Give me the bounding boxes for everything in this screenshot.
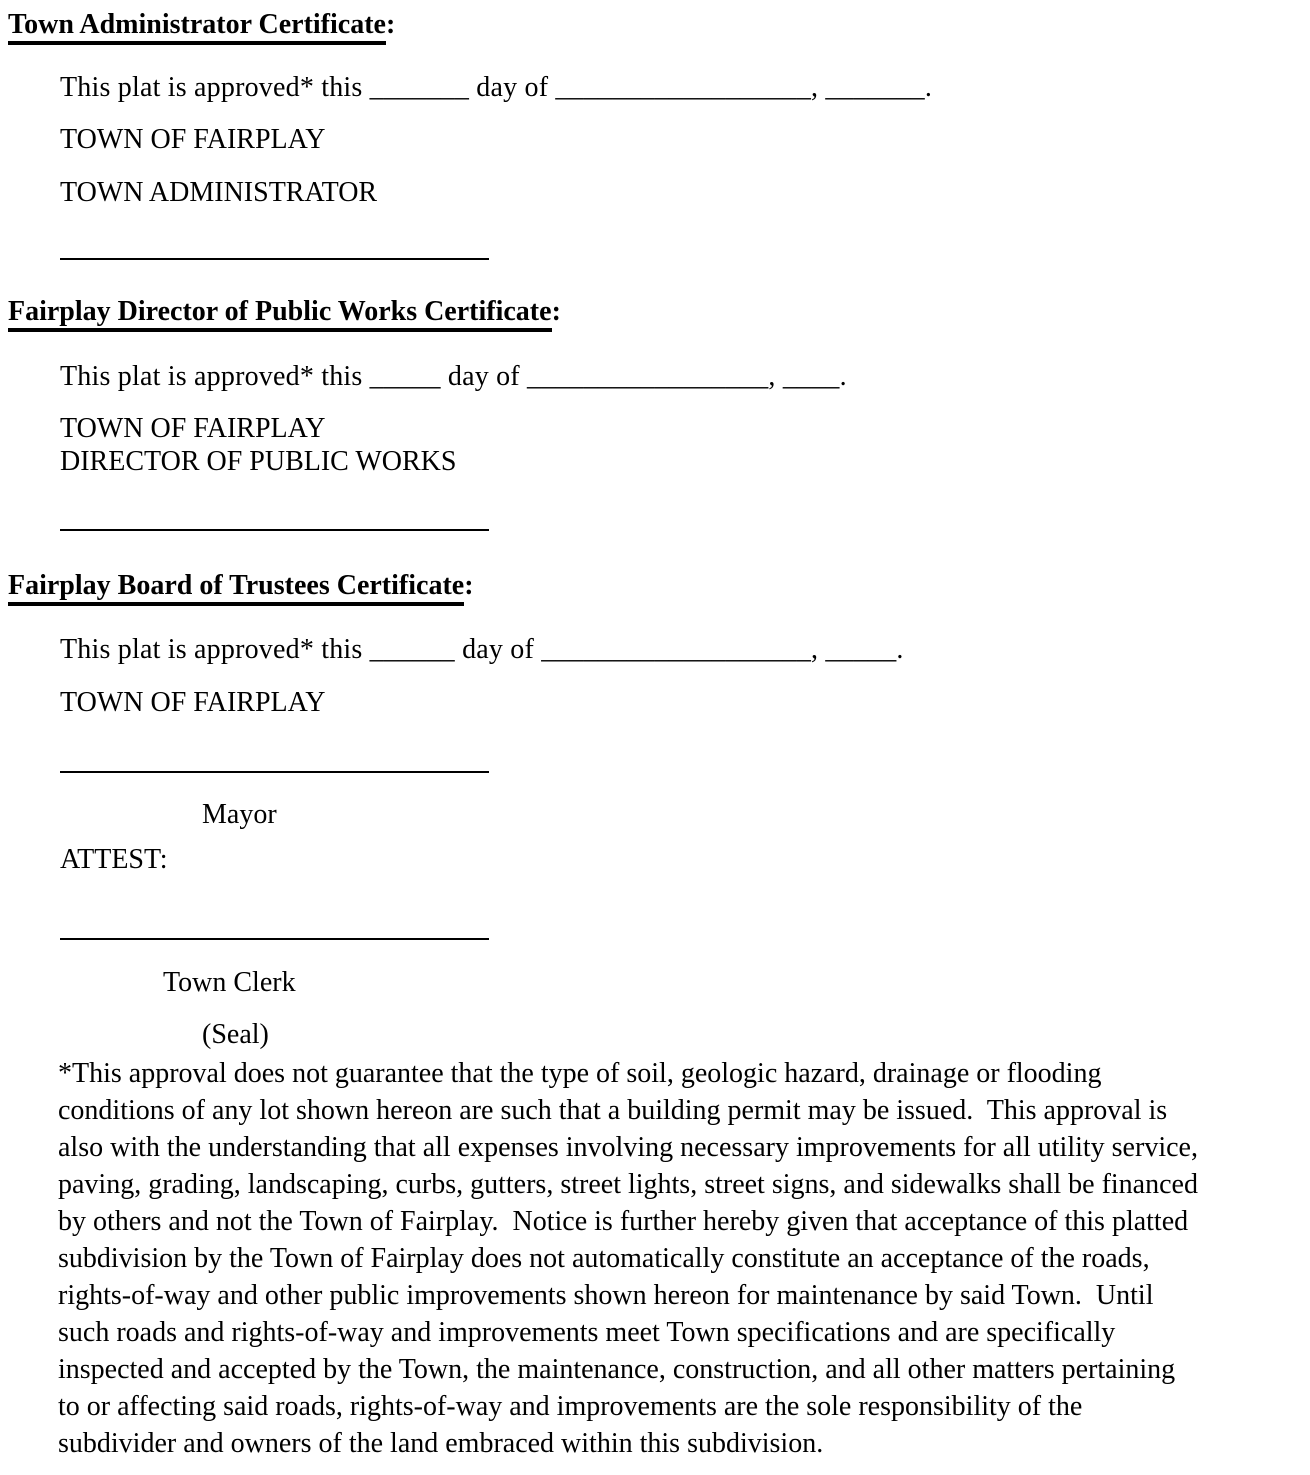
- footnote-line: paving, grading, landscaping, curbs, gutters, street lights, street signs, and sidewalks shall be financed: [58, 1169, 1198, 1200]
- section-heading-text: Fairplay Board of Trustees Certificate: [8, 570, 464, 606]
- signature-line-town-clerk: [60, 938, 489, 940]
- footnote-line: conditions of any lot shown hereon are such that a building permit may be issued. This approval is: [58, 1095, 1168, 1126]
- attest-label: ATTEST:: [60, 844, 168, 875]
- org-name-line: TOWN OF FAIRPLAY: [60, 124, 326, 155]
- signature-line-mayor: [60, 771, 489, 773]
- signature-line: [60, 529, 489, 531]
- section-heading-town-administrator: [8, 8, 1310, 41]
- footnote-line: rights-of-way and other public improvements shown hereon for maintenance by said Town. Until: [58, 1280, 1154, 1311]
- signature-line: [60, 258, 489, 260]
- heading-colon: :: [385, 9, 396, 40]
- section-heading-public-works: [8, 295, 1310, 328]
- approval-line: This plat is approved* this _____ day of _________________, ____.: [60, 361, 847, 392]
- footnote-paragraph: [58, 1055, 1310, 1462]
- heading-colon: :: [464, 570, 474, 601]
- section-heading-text: Town Administrator Certificate: [8, 9, 386, 45]
- section-heading-text: Fairplay Director of Public Works Certificate: [8, 296, 552, 332]
- footnote-line: subdivision by the Town of Fairplay does not automatically constitute an acceptance of the roads,: [58, 1243, 1150, 1274]
- footnote-line: subdivider and owners of the land embraced within this subdivision.: [58, 1428, 824, 1459]
- org-name-line: TOWN OF FAIRPLAY: [60, 413, 326, 444]
- footnote-line: *This approval does not guarantee that the type of soil, geologic hazard, drainage or flooding: [58, 1058, 1102, 1089]
- footnote-line: also with the understanding that all expenses involving necessary improvements for all utility service,: [58, 1132, 1198, 1163]
- footnote-line: to or affecting said roads, rights-of-way and improvements are the sole responsibility of the: [58, 1391, 1083, 1422]
- footnote-line: such roads and rights-of-way and improvements meet Town specifications and are specifically: [58, 1317, 1116, 1348]
- org-title-line: TOWN ADMINISTRATOR: [60, 177, 378, 208]
- mayor-label: Mayor: [202, 799, 277, 830]
- footnote-line: by others and not the Town of Fairplay. Notice is further hereby given that acceptance of this platted: [58, 1206, 1189, 1237]
- org-name-line: TOWN OF FAIRPLAY: [60, 687, 326, 718]
- approval-line: This plat is approved* this ______ day of ___________________, _____.: [60, 634, 904, 665]
- town-clerk-label: Town Clerk: [163, 967, 296, 998]
- approval-line: This plat is approved* this _______ day of __________________, _______.: [60, 72, 933, 103]
- section-heading-board-of-trustees: [8, 569, 1310, 602]
- heading-colon: :: [551, 296, 561, 327]
- footnote-line: inspected and accepted by the Town, the maintenance, construction, and all other matters pertaining: [58, 1354, 1176, 1385]
- org-title-line: DIRECTOR OF PUBLIC WORKS: [60, 446, 457, 477]
- seal-label: (Seal): [202, 1019, 269, 1050]
